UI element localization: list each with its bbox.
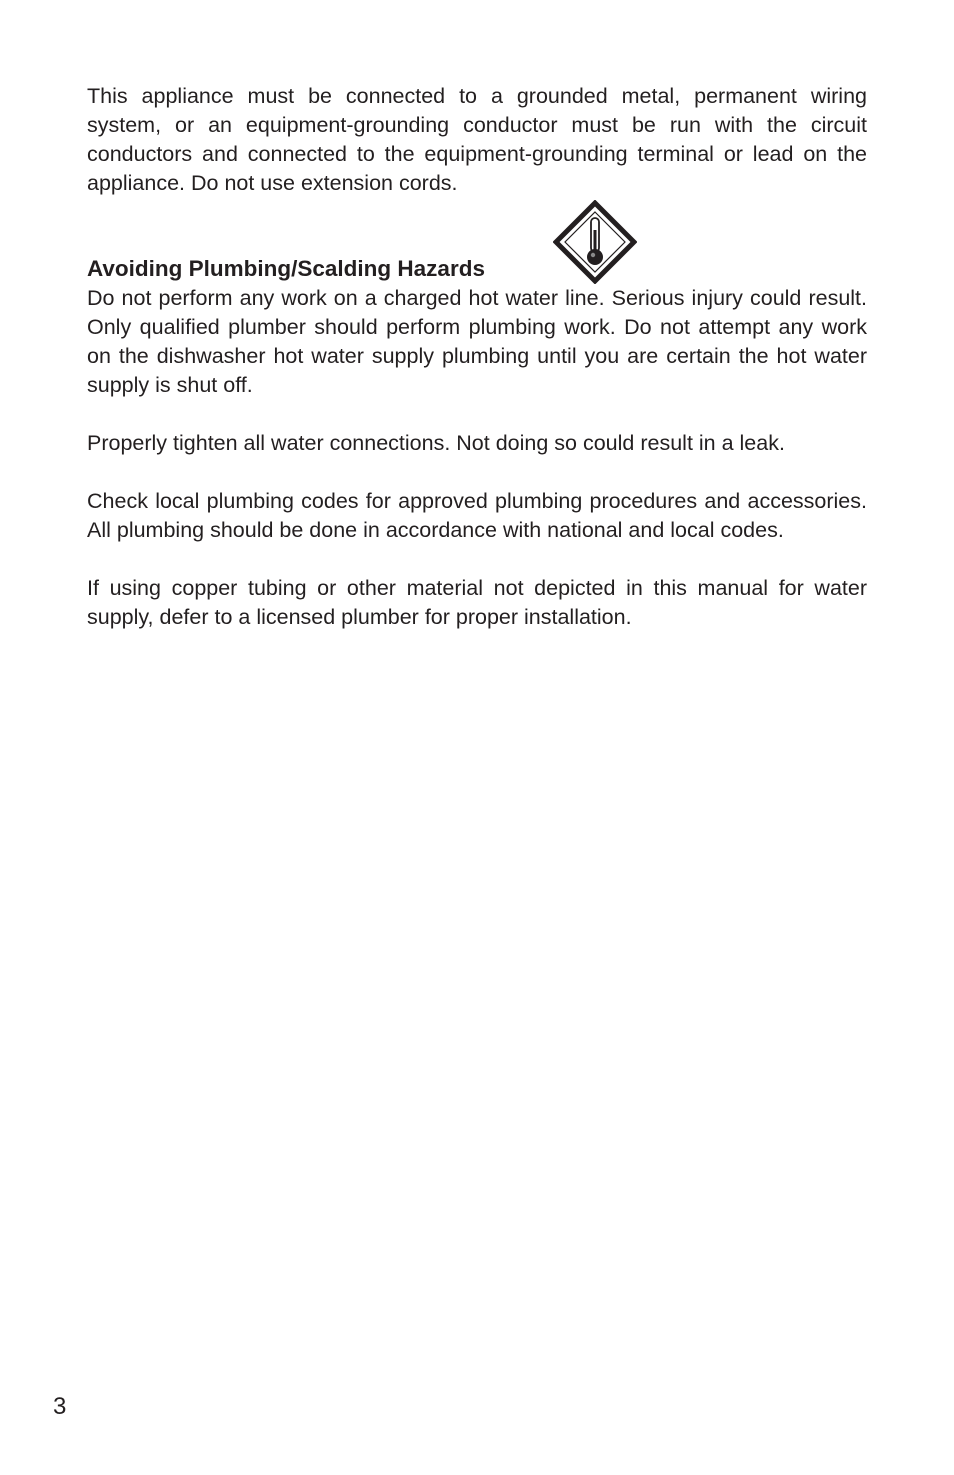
section-paragraph-2: Properly tighten all water connections. Not doing so could result in a leak. [87,431,785,455]
section-paragraph-4: If using copper tubing or other material not depicted in this manual for water supply, defer to a licensed plumber for proper installation. [87,576,867,629]
paragraph-gap [87,400,867,429]
page-content [87,82,867,632]
thermometer-hazard-icon [553,200,637,284]
page-number: 3 [53,1393,67,1420]
section-paragraph-3: Check local plumbing codes for approved plumbing procedures and accessories. All plumbing should be done in accordance with national and local codes. [87,489,867,542]
section-heading: Avoiding Plumbing/Scalding Hazards [87,256,485,281]
section-paragraph-1: Do not perform any work on a charged hot water line. Serious injury could result. Only qualified plumber should perform plumbing work. Do not attempt any work on the dishwasher hot water supply plumbing until you are certain the hot water supply is shut off. [87,286,867,397]
grounding-paragraph: This appliance must be connected to a grounded metal, permanent wiring system, or an equipment-grounding conductor must be run with the circuit conductors and connected to the equipment-grounding terminal or lead on the appliance. Do not use extension cords. [87,84,867,195]
paragraph-gap [87,545,867,574]
section-heading-row [87,254,867,284]
paragraph-gap [87,458,867,487]
